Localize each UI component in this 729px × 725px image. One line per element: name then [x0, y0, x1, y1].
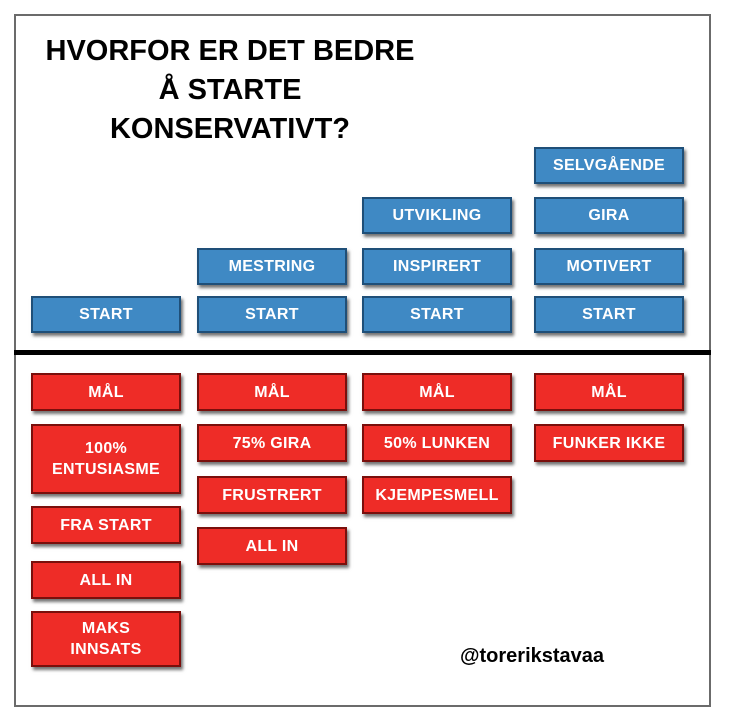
col3-blue-start: START	[362, 296, 512, 333]
col2-red-all-in: ALL IN	[197, 527, 347, 565]
title-line-3: KONSERVATIVT?	[109, 113, 351, 145]
col3-red-goal: MÅL	[362, 373, 512, 411]
col4-blue-start: START	[534, 296, 684, 333]
col2-red-75-geared: 75% GIRA	[197, 424, 347, 462]
col4-red-does-not-work: FUNKER IKKE	[534, 424, 684, 462]
col4-blue-motivated: MOTIVERT	[534, 248, 684, 285]
col4-blue-geared: GIRA	[534, 197, 684, 234]
col1-red-enthusiasm: 100% ENTUSIASME	[31, 424, 181, 494]
col3-blue-inspired: INSPIRERT	[362, 248, 512, 285]
col3-red-50-lukewarm: 50% LUNKEN	[362, 424, 512, 462]
col1-blue-start: START	[31, 296, 181, 333]
title-line-2: Å STARTE	[158, 74, 302, 106]
col3-red-crash: KJEMPESMELL	[362, 476, 512, 514]
col1-red-all-in: ALL IN	[31, 561, 181, 599]
col1-red-max-effort: MAKS INNSATS	[31, 611, 181, 667]
col3-blue-development: UTVIKLING	[362, 197, 512, 234]
author-credit: @torerikstavaa	[460, 645, 605, 667]
col1-red-goal: MÅL	[31, 373, 181, 411]
col4-blue-self-driven: SELVGÅENDE	[534, 147, 684, 184]
horizontal-divider	[14, 350, 711, 355]
title-line-1: HVORFOR ER DET BEDRE	[45, 35, 415, 67]
col2-blue-start: START	[197, 296, 347, 333]
col2-red-goal: MÅL	[197, 373, 347, 411]
col4-red-goal: MÅL	[534, 373, 684, 411]
col2-blue-mastery: MESTRING	[197, 248, 347, 285]
col1-red-from-start: FRA START	[31, 506, 181, 544]
diagram-title	[40, 32, 420, 149]
col2-red-frustrated: FRUSTRERT	[197, 476, 347, 514]
